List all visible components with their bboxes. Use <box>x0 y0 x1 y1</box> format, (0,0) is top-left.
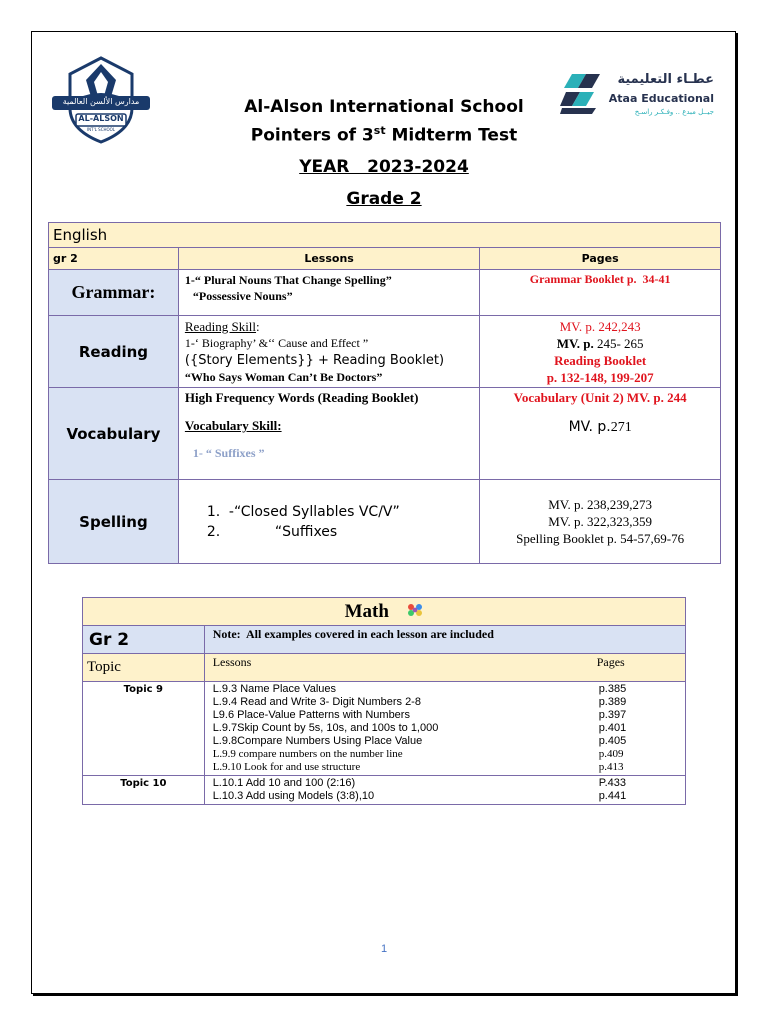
reading-page-3: Reading Booklet <box>554 352 647 368</box>
spelling-page-1: MV. p. 238,239,273 <box>548 497 653 512</box>
math-lesson-text: L.10.3 Add using Models (3:8),10 <box>212 790 375 802</box>
math-lesson-text: L.9.9 compare numbers on the number line <box>212 748 403 760</box>
math-lesson-row <box>213 696 677 709</box>
vocabulary-suffixes: 1- “ Suffixes ” <box>192 446 265 460</box>
pointers-sup: st <box>373 124 386 137</box>
math-title: Math <box>344 600 389 622</box>
pointers-title <box>0 124 768 146</box>
spelling-item-2 <box>207 522 479 542</box>
math-lesson-row <box>213 777 677 790</box>
math-lesson-page: p.405 <box>598 735 627 747</box>
math-lesson-row <box>213 790 677 803</box>
english-table <box>48 222 721 564</box>
reading-page-2 <box>480 335 720 352</box>
topic-10-lessons <box>204 776 685 805</box>
reading-line-3: “Who Says Woman Can’t Be Doctors” <box>184 369 383 384</box>
vocabulary-pages <box>480 388 721 480</box>
spelling-label: Spelling <box>49 480 179 564</box>
year-title <box>0 157 768 177</box>
math-table <box>82 597 686 805</box>
pointers-prefix: Pointers of 3 <box>250 125 374 146</box>
spelling-page-3: Spelling Booklet p. 54-57,69-76 <box>516 531 685 546</box>
ataa-tagline: جيــل مبدع .. وفـكـر راسـخ <box>634 108 714 116</box>
grammar-label: Grammar: <box>49 270 179 316</box>
vocabulary-label: Vocabulary <box>49 388 179 480</box>
math-lesson-row <box>213 722 677 735</box>
grammar-lessons <box>178 270 479 316</box>
math-topic-header: Topic <box>83 654 205 682</box>
reading-label: Reading <box>49 316 179 388</box>
math-lesson-row <box>213 748 677 761</box>
spelling-number-2: 2. <box>206 523 221 540</box>
math-lesson-text: L.9.8Compare Numbers Using Place Value <box>212 735 423 747</box>
ataa-english-name: Ataa Educational <box>608 92 714 105</box>
math-lesson-row <box>213 761 677 774</box>
reading-page-2-label: MV. p. <box>556 335 594 351</box>
math-lesson-text: L.9.3 Name Place Values <box>212 683 336 695</box>
spelling-number-1: 1. <box>206 503 221 520</box>
math-lessons-pages-header <box>204 654 685 682</box>
math-lesson-text: L.9.4 Read and Write 3- Digit Numbers 2-8 <box>212 696 421 708</box>
math-lesson-row <box>213 735 677 748</box>
vocabulary-lessons <box>178 388 479 480</box>
pointers-suffix: Midterm Test <box>385 125 518 146</box>
page-number: 1 <box>380 943 388 955</box>
topic-10-label: Topic 10 <box>83 776 205 805</box>
math-title-cell <box>83 598 686 626</box>
logo-sub-text: INT'L SCHOOL <box>86 127 116 132</box>
math-lesson-page: p.413 <box>598 761 624 773</box>
topic-9-label: Topic 9 <box>83 682 205 776</box>
puzzle-icon <box>407 603 423 622</box>
spelling-page-2: MV. p. 322,323,359 <box>548 514 653 529</box>
reading-line-2: ({Story Elements}} + Reading Booklet) <box>184 352 445 368</box>
math-lesson-page: p.441 <box>598 790 627 802</box>
ataa-educational-logo <box>556 66 720 126</box>
reading-page-4: p. 132-148, 199-207 <box>546 369 654 385</box>
grammar-lesson-1: 1-“ Plural Nouns That Change Spelling” <box>184 273 392 287</box>
english-subject-header: English <box>49 223 721 248</box>
topic-9-lessons <box>204 682 685 776</box>
reading-skill-colon: : <box>256 318 260 334</box>
math-lesson-text: L.9.10 Look for and use structure <box>212 761 361 773</box>
math-lessons-header: Lessons <box>212 655 252 669</box>
math-lesson-text: L.9.7Skip Count by 5s, 10s, and 100s to 1,000 <box>212 722 439 734</box>
spelling-pages <box>480 480 721 564</box>
reading-pages <box>480 316 721 388</box>
school-name: Al-Alson International School <box>244 97 524 117</box>
reading-page-1: MV. p. 242,243 <box>559 318 641 334</box>
logo-arabic-text: مدارس الألسن العالمية <box>62 97 140 106</box>
math-lesson-row <box>213 683 677 696</box>
ataa-arabic-name: عطـاء التعليمية <box>617 72 714 87</box>
vocabulary-page-2-label: MV. p. <box>568 419 611 435</box>
math-grade-label: Gr 2 <box>83 626 205 654</box>
lessons-column-header: Lessons <box>178 248 479 270</box>
math-lesson-page: P.433 <box>598 777 627 789</box>
year-text: YEAR 2023-2024 <box>299 157 469 177</box>
grammar-lesson-2: “Possessive Nouns” <box>192 289 293 303</box>
grade-title <box>0 189 768 209</box>
math-lesson-page: p.409 <box>598 748 624 760</box>
math-lesson-page: p.385 <box>598 683 627 695</box>
grade-column-header: gr 2 <box>49 248 179 270</box>
math-pages-header: Pages <box>596 655 625 669</box>
vocabulary-hfw: High Frequency Words (Reading Booklet) <box>184 390 419 405</box>
reading-line-1: 1-‘ Biography’ &‘‘ Cause and Effect ” <box>184 335 369 350</box>
math-lesson-page: p.401 <box>598 722 627 734</box>
spelling-item-1 <box>207 502 479 522</box>
spelling-lessons <box>178 480 479 564</box>
reading-skill-title: Reading Skill <box>184 318 257 334</box>
vocabulary-page-2 <box>480 418 720 436</box>
logo-name-text: AL-ALSON <box>78 114 124 123</box>
math-lesson-text: L9.6 Place-Value Patterns with Numbers <box>212 709 410 721</box>
reading-skill-line <box>185 318 473 335</box>
reading-page-2-value: 245- 265 <box>593 335 644 351</box>
math-lesson-row <box>213 709 677 722</box>
grammar-pages: Grammar Booklet p. 34-41 <box>480 270 721 316</box>
math-lesson-text: L.10.1 Add 10 and 100 (2:16) <box>212 777 356 789</box>
pages-column-header: Pages <box>480 248 721 270</box>
spelling-text-2: “Suffixes <box>274 523 338 540</box>
reading-lessons <box>178 316 479 388</box>
math-lesson-page: p.397 <box>598 709 627 721</box>
spelling-text-1: -“Closed Syllables VC/V” <box>228 503 400 520</box>
vocabulary-skill: Vocabulary Skill: <box>184 418 282 433</box>
vocabulary-page-1: Vocabulary (Unit 2) MV. p. 244 <box>513 390 687 405</box>
vocabulary-page-2-value: 271 <box>610 420 632 435</box>
grade-text: Grade 2 <box>346 189 422 209</box>
math-note: Note: All examples covered in each lesson are included <box>204 626 685 654</box>
math-lesson-page: p.389 <box>598 696 627 708</box>
